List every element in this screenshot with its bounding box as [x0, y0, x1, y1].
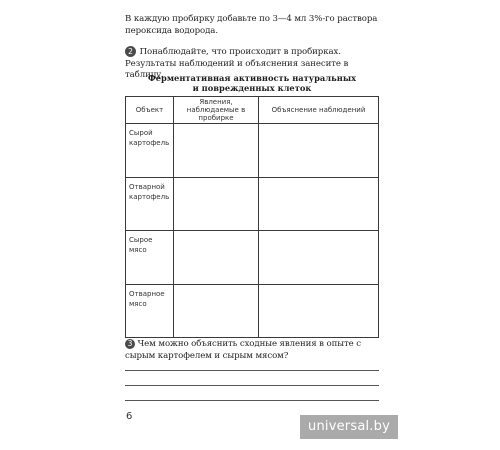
row-object-cell: Отварное мясо: [126, 284, 174, 338]
table-title: [125, 73, 379, 93]
table-row: [126, 177, 379, 231]
answer-line[interactable]: [125, 385, 379, 386]
task-3-paragraph: [125, 339, 387, 362]
table-row: [126, 124, 379, 178]
header-phenomena: Явления, наблюдаемые в пробирке: [174, 97, 259, 124]
table-title-line-1: Ферментативная активность натуральных: [147, 73, 357, 83]
header-object: Объект: [126, 97, 174, 124]
explanation-answer-cell[interactable]: [259, 231, 379, 285]
table-header-row: [126, 97, 379, 124]
phenomena-answer-cell[interactable]: [174, 284, 259, 338]
explanation-answer-cell[interactable]: [259, 124, 379, 178]
phenomena-answer-cell[interactable]: [174, 231, 259, 285]
watermark: universal.by: [300, 415, 398, 439]
intro-paragraph: В каждую пробирку добавьте по 3—4 мл 3%-го раствора пероксида водорода.: [125, 14, 378, 36]
explanation-answer-cell[interactable]: [259, 177, 379, 231]
row-object-cell: Сырой картофель: [126, 124, 174, 178]
table-title-line-2: и поврежденных клеток: [192, 83, 312, 93]
task-3-text: Чем можно объяснить сходные явления в опыте с сырым картофелем и сырым мясом?: [125, 339, 361, 361]
phenomena-answer-cell[interactable]: [174, 124, 259, 178]
task-2-text: Понаблюдайте, что происходит в пробирках. Результаты наблюдений и объяснения занесите в таблицу.: [125, 47, 349, 80]
phenomena-answer-cell[interactable]: [174, 177, 259, 231]
results-table: [125, 96, 379, 338]
task-number-badge: 3: [125, 339, 135, 349]
page-number: 6: [126, 411, 133, 422]
task-number-badge: 2: [125, 46, 136, 57]
explanation-answer-cell[interactable]: [259, 284, 379, 338]
row-object-cell: Отварной картофель: [126, 177, 174, 231]
answer-line[interactable]: [125, 370, 379, 371]
header-explanation: Объяснение наблюдений: [259, 97, 379, 124]
table-row: [126, 284, 379, 338]
answer-line[interactable]: [125, 400, 379, 401]
row-object-cell: Сырое мясо: [126, 231, 174, 285]
table-row: [126, 231, 379, 285]
